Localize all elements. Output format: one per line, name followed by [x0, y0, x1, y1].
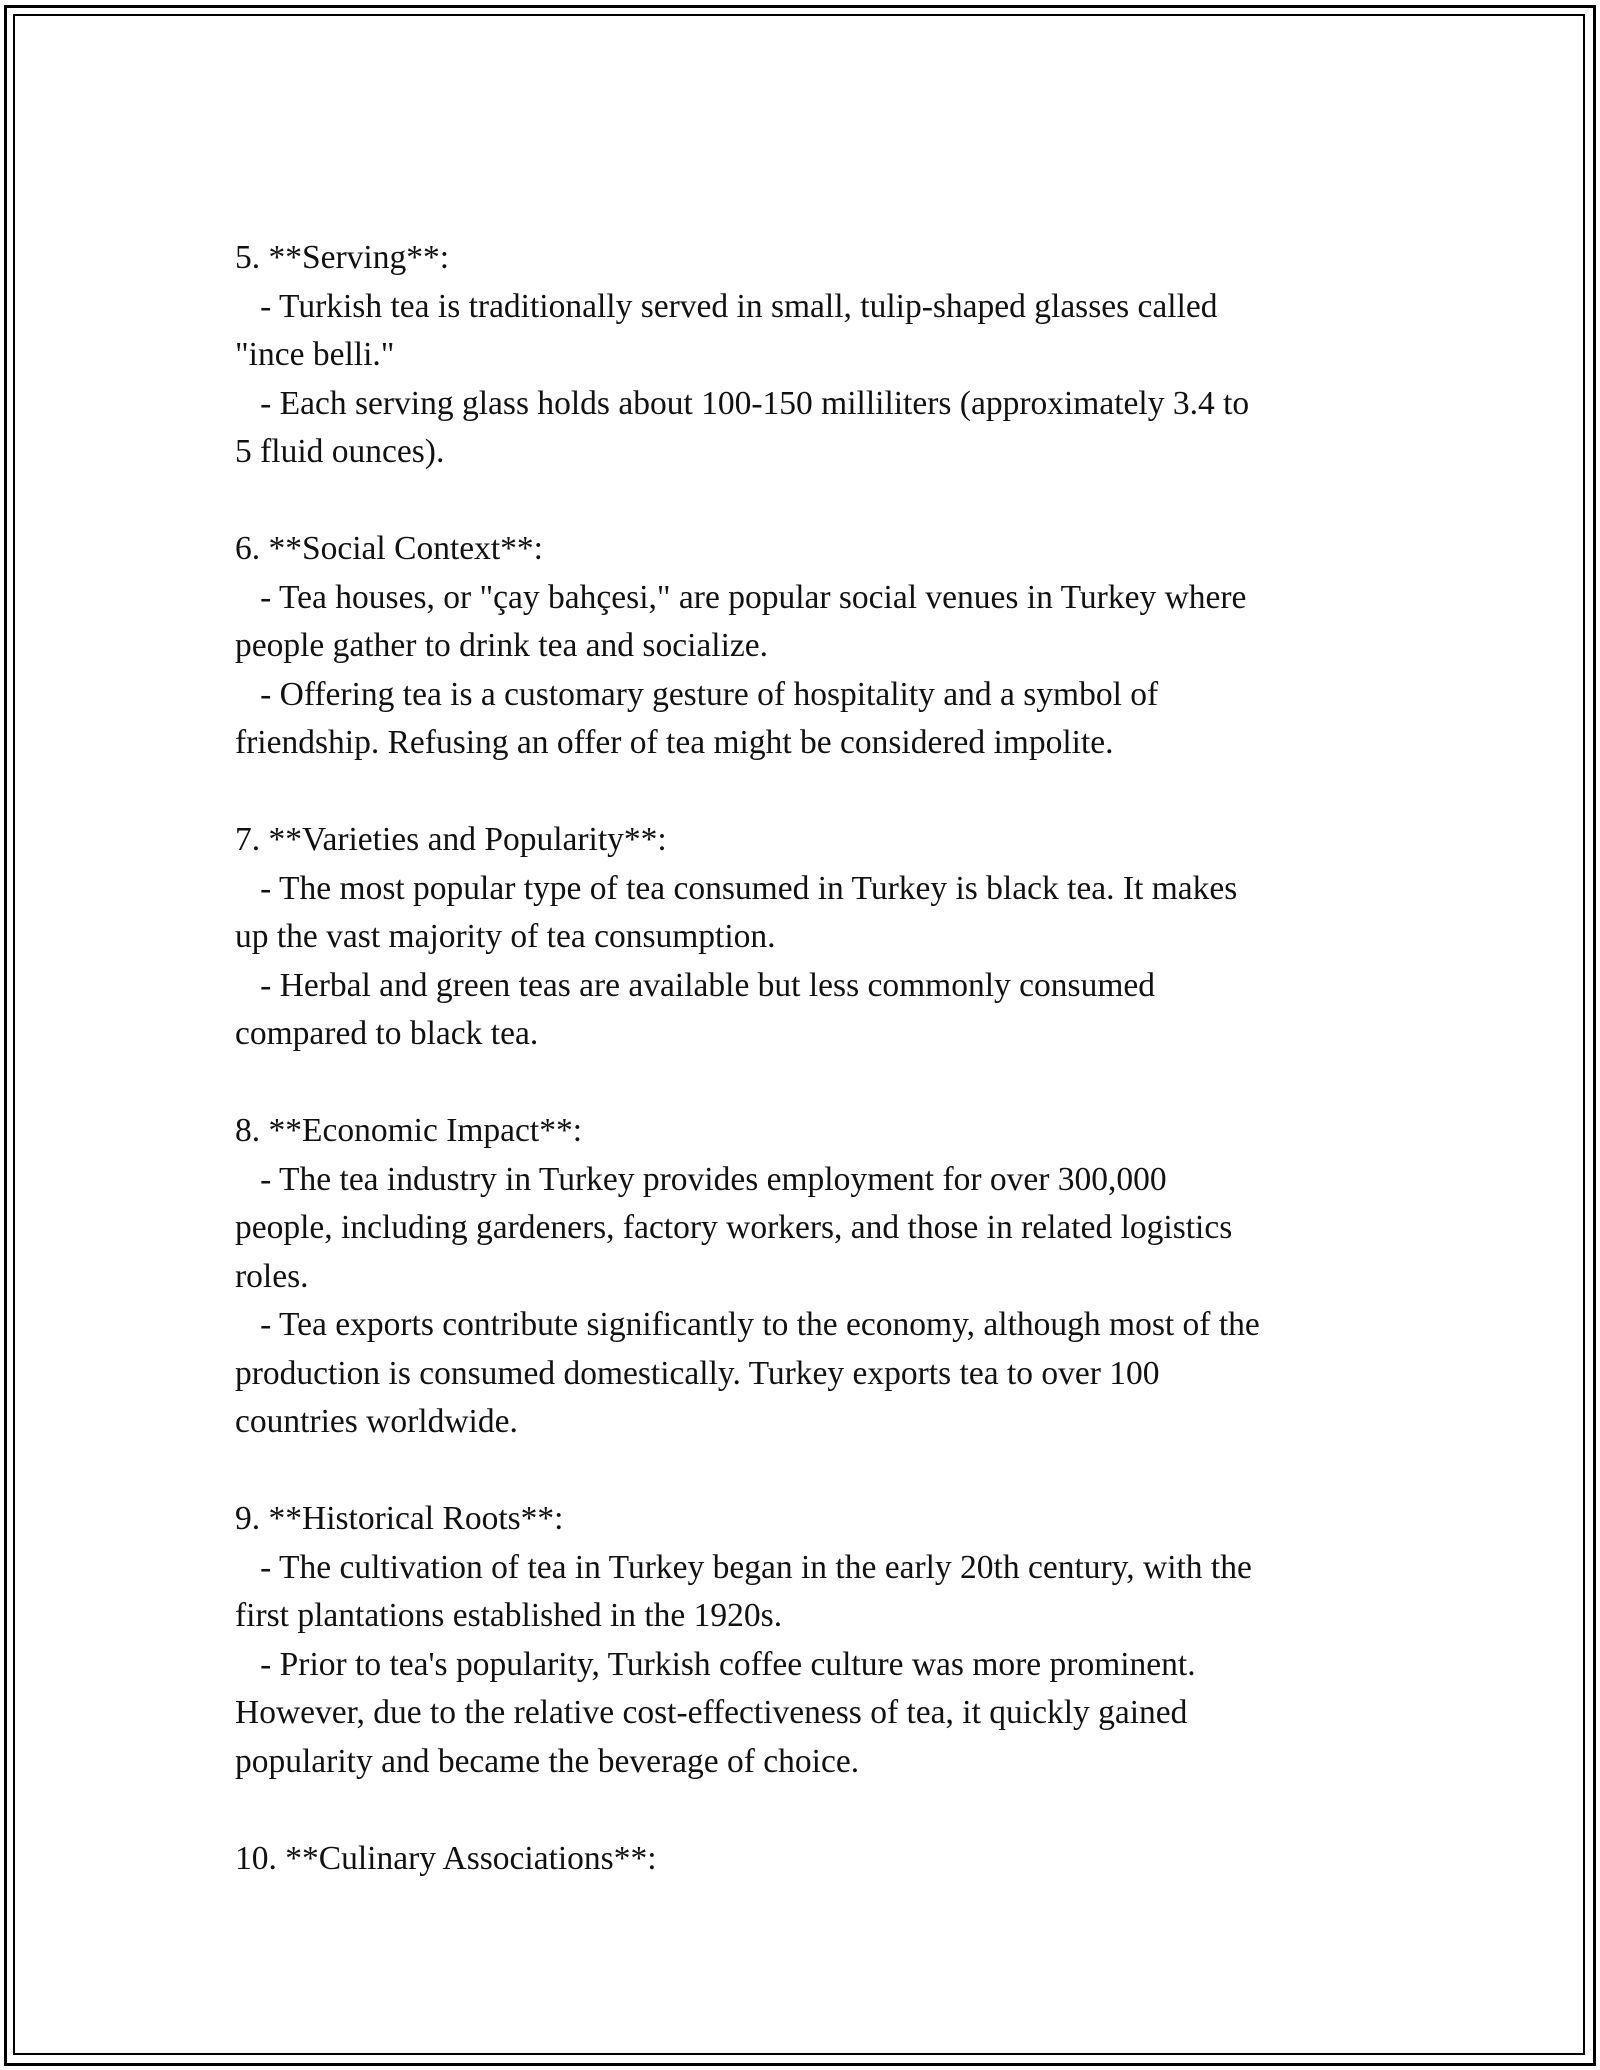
text-line: up the vast majority of tea consumption. [235, 918, 776, 955]
text-line: "ince belli." [235, 336, 395, 373]
text-line: - The tea industry in Turkey provides employment for over 300,000 [235, 1160, 1167, 1198]
text-line: friendship. Refusing an offer of tea might be considered impolite. [235, 724, 1114, 761]
section-heading: 6. **Social Context**: [235, 530, 543, 567]
paragraph-gap [235, 477, 1375, 526]
text-line: - Herbal and green teas are available but less commonly consumed [235, 966, 1155, 1004]
text-line: production is consumed domestically. Turkey exports tea to over 100 [235, 1354, 1160, 1392]
section-heading: 8. **Economic Impact**: [235, 1112, 583, 1149]
text-line: people, including gardeners, factory workers, and those in related logistics [235, 1209, 1233, 1246]
paragraph-gap [235, 1786, 1375, 1835]
document-body [235, 234, 1375, 1883]
text-line: - Prior to tea's popularity, Turkish coffee culture was more prominent. [235, 1645, 1196, 1683]
text-line: first plantations established in the 1920s. [235, 1597, 783, 1634]
text-line: - Each serving glass holds about 100-150 milliliters (approximately 3.4 to [235, 384, 1250, 422]
text-line: people gather to drink tea and socialize. [235, 627, 768, 664]
section-heading: 5. **Serving**: [235, 239, 450, 276]
text-line: - Offering tea is a customary gesture of hospitality and a symbol of [235, 675, 1159, 713]
text-line: popularity and became the beverage of choice. [235, 1742, 860, 1780]
text-line: 5 fluid ounces). [235, 433, 445, 470]
paragraph-gap [235, 768, 1375, 817]
section-heading: 10. **Culinary Associations**: [235, 1839, 657, 1877]
section-heading: 7. **Varieties and Popularity**: [235, 821, 667, 858]
text-line: - The cultivation of tea in Turkey began in the early 20th century, with the [235, 1548, 1252, 1586]
text-line: roles. [235, 1257, 309, 1295]
paragraph-gap [235, 1059, 1375, 1108]
text-line: countries worldwide. [235, 1403, 518, 1440]
text-line: - Tea exports contribute significantly to the economy, although most of the [235, 1306, 1260, 1343]
text-line: - The most popular type of tea consumed in Turkey is black tea. It makes [235, 869, 1238, 907]
text-line: compared to black tea. [235, 1015, 539, 1052]
text-line: - Turkish tea is traditionally served in small, tulip-shaped glasses called [235, 287, 1218, 325]
paragraph-gap [235, 1447, 1375, 1496]
text-line: - Tea houses, or "çay bahçesi," are popular social venues in Turkey where [235, 578, 1247, 616]
text-line: However, due to the relative cost-effectiveness of tea, it quickly gained [235, 1694, 1188, 1731]
section-heading: 9. **Historical Roots**: [235, 1500, 564, 1537]
